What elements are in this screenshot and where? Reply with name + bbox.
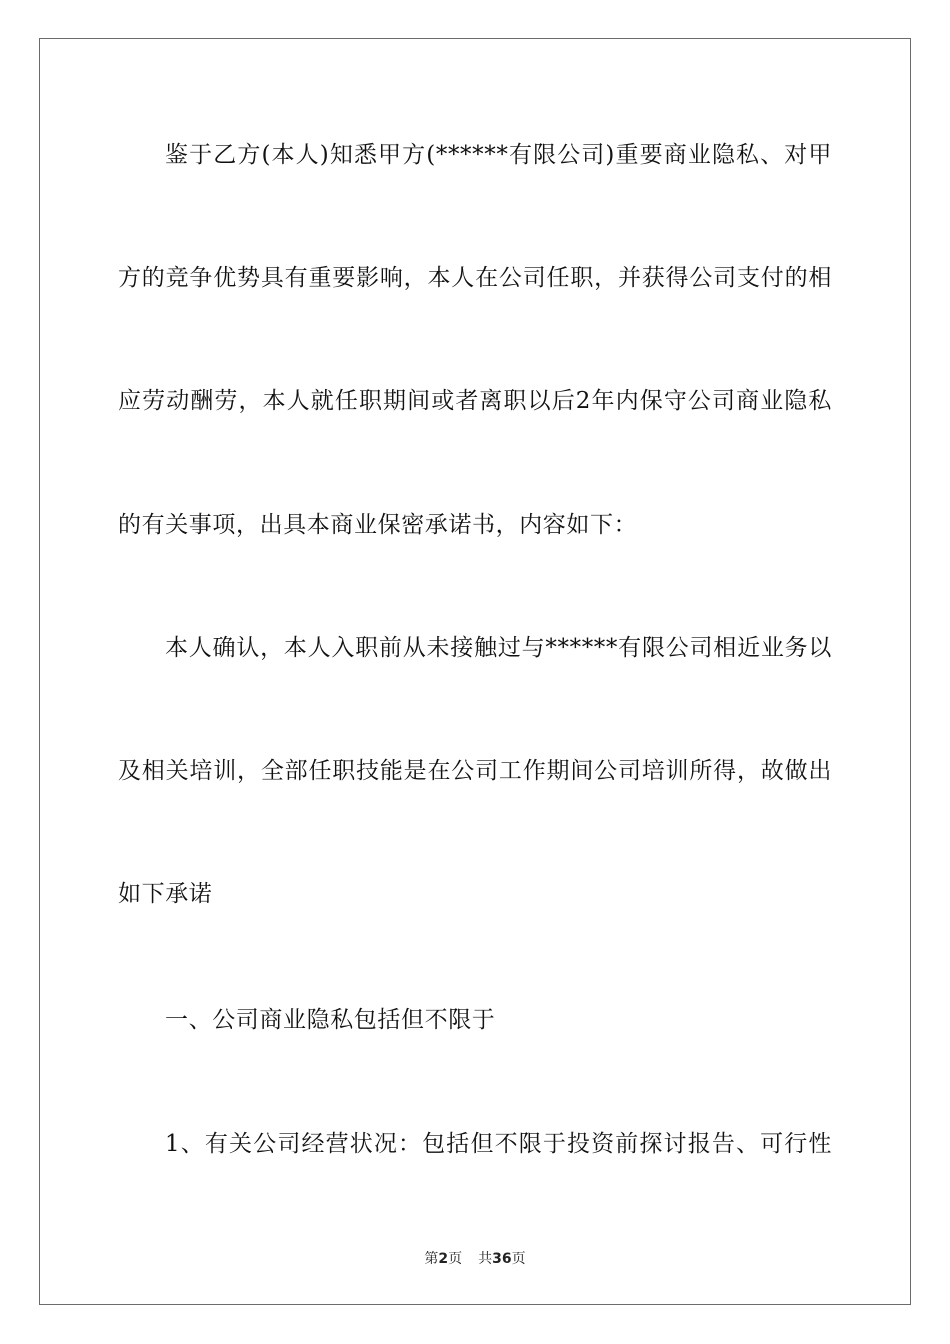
footer-page-number: 2 (438, 1251, 449, 1267)
paragraph-line-5: 本人确认，本人入职前从未接触过与******有限公司相近业务以 (165, 635, 832, 661)
paragraph-line-4: 的有关事项，出具本商业保密承诺书，内容如下： (118, 512, 638, 538)
footer-page-suffix: 页 (448, 1251, 463, 1267)
section-heading: 一、公司商业隐私包括但不限于 (165, 1007, 496, 1033)
paragraph-line-9: 1、有关公司经营状况：包括但不限于投资前探讨报告、可行性 (165, 1131, 832, 1157)
footer-page-prefix: 第 (424, 1251, 439, 1267)
paragraph-line-6: 及相关培训，全部任职技能是在公司工作期间公司培训所得，故做出 (118, 758, 832, 784)
footer-total-pages: 36 (492, 1251, 512, 1267)
page-border (39, 38, 911, 1305)
paragraph-line-7: 如下承诺 (118, 881, 213, 907)
footer-total-suffix: 页 (511, 1251, 526, 1267)
page-footer (0, 1248, 950, 1268)
paragraph-line-1: 鉴于乙方(本人)知悉甲方(******有限公司)重要商业隐私、对甲 (165, 142, 832, 168)
paragraph-line-3: 应劳动酬劳，本人就任职期间或者离职以后2年内保守公司商业隐私 (118, 388, 832, 414)
footer-total-prefix: 共 (478, 1251, 493, 1267)
paragraph-line-2: 方的竞争优势具有重要影响，本人在公司任职，并获得公司支付的相 (118, 265, 832, 291)
